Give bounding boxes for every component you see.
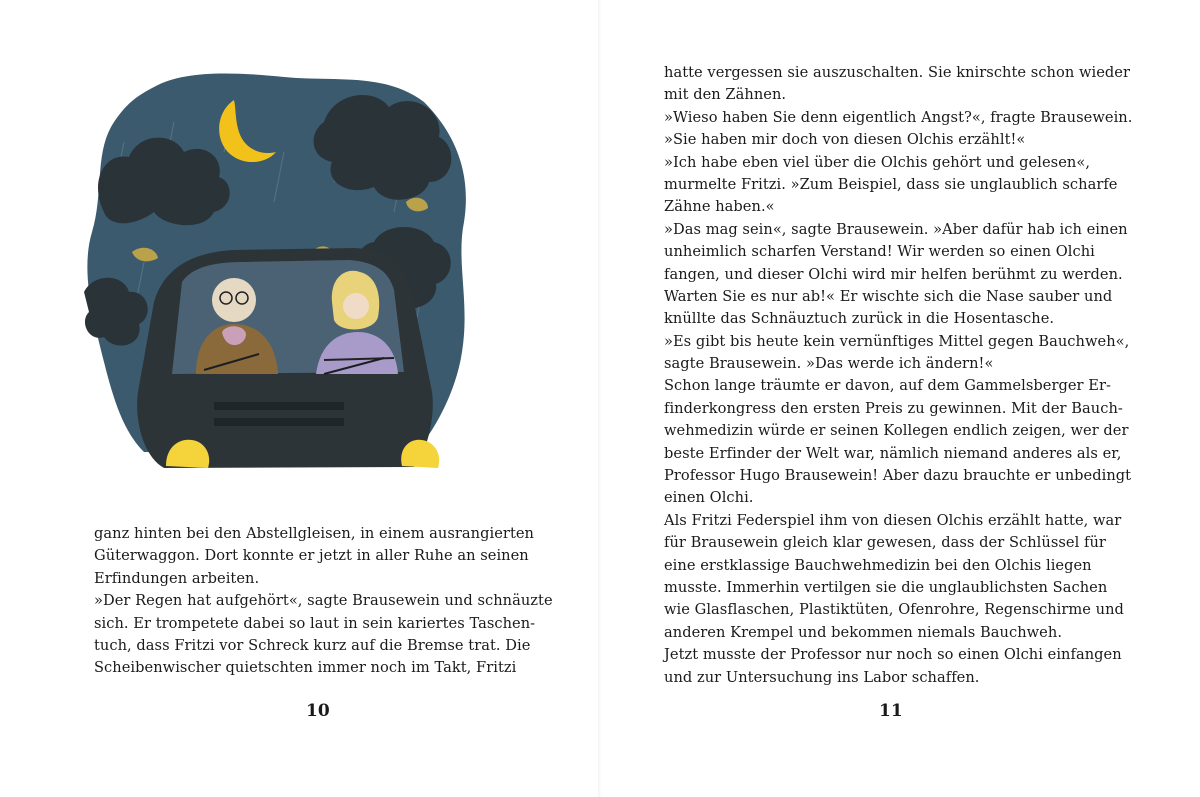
text-line: hatte vergessen sie auszuschalten. Sie knirschte schon wieder xyxy=(664,64,1131,81)
text-line: fangen, und dieser Olchi wird mir helfen berühmt zu werden. xyxy=(664,265,1123,283)
text-line: murmelte Fritzi. »Zum Beispiel, dass sie unglaublich scharfe xyxy=(664,175,1118,193)
text-line: knüllte das Schnäuztuch zurück in die Hosentasche. xyxy=(664,310,1055,328)
text-line: für Brausewein gleich klar gewesen, dass der Schlüssel für xyxy=(664,534,1106,552)
text-line: tuch, dass Fritzi vor Schreck kurz auf die Bremse trat. Die xyxy=(94,636,531,654)
text-line: einen Olchi. xyxy=(664,489,754,507)
night-car-rain-icon xyxy=(84,62,470,482)
text-line: mit den Zähnen. xyxy=(664,86,787,104)
text-line: sich. Er trompetete dabei so laut in sein kariertes Taschen- xyxy=(94,614,536,632)
text-line: »Es gibt bis heute kein vernünftiges Mittel gegen Bauchweh«, xyxy=(664,332,1130,350)
text-line: »Sie haben mir doch von diesen Olchis erzählt!« xyxy=(664,131,1026,149)
text-line: Erfindungen arbeiten. xyxy=(94,569,260,587)
page-number-left: 10 xyxy=(306,701,330,721)
text-line: ganz hinten bei den Abstellgleisen, in einem ausrangierten xyxy=(94,525,535,542)
text-line: musste. Immerhin vertilgen sie die unglaublichsten Sachen xyxy=(664,578,1108,596)
text-line: Zähne haben.« xyxy=(664,198,775,216)
page-number-right: 11 xyxy=(879,701,903,721)
text-line: Professor Hugo Brausewein! Aber dazu brauchte er unbedingt xyxy=(664,467,1132,485)
text-line: sagte Brausewein. »Das werde ich ändern!« xyxy=(664,355,994,373)
text-line: »Wieso haben Sie denn eigentlich Angst?«, fragte Brausewein. xyxy=(664,108,1133,126)
text-line: eine erstklassige Bauchwehmedizin bei den Olchis liegen xyxy=(664,556,1092,574)
text-line: Jetzt musste der Professor nur noch so einen Olchi einfangen xyxy=(664,646,1122,664)
text-line: »Ich habe eben viel über die Olchis gehört und gelesen«, xyxy=(664,153,1091,171)
text-line: anderen Krempel und bekommen niemals Bauchweh. xyxy=(664,623,1063,641)
left-page-text xyxy=(94,523,553,680)
night-car-illustration xyxy=(84,62,470,482)
text-line: Warten Sie es nur ab!« Er wischte sich die Nase sauber und xyxy=(664,287,1113,305)
text-line: Scheibenwischer quietschten immer noch im Takt, Fritzi xyxy=(94,659,517,677)
text-line: beste Erfinder der Welt war, nämlich niemand anderes als er, xyxy=(664,444,1122,462)
text-line: Schon lange träumte er davon, auf dem Gammelsberger Er- xyxy=(664,377,1111,395)
text-line: »Das mag sein«, sagte Brausewein. »Aber dafür hab ich einen xyxy=(664,220,1128,238)
text-line: und zur Untersuchung ins Labor schaffen. xyxy=(664,668,980,686)
text-line: wehmedizin würde er seinen Kollegen endlich zeigen, wer der xyxy=(664,422,1129,440)
text-line: Als Fritzi Federspiel ihm von diesen Olchis erzählt hatte, war xyxy=(664,511,1122,529)
text-line: finderkongress den ersten Preis zu gewinnen. Mit der Bauch- xyxy=(664,399,1123,417)
right-page-text xyxy=(664,62,1132,689)
text-line: unheimlich scharfen Verstand! Wir werden so einen Olchi xyxy=(664,243,1095,261)
text-line: Güterwaggon. Dort konnte er jetzt in aller Ruhe an seinen xyxy=(94,547,529,565)
text-line: »Der Regen hat aufgehört«, sagte Brausewein und schnäuzte xyxy=(94,592,553,610)
text-line: wie Glasflaschen, Plastiktüten, Ofenrohre, Regenschirme und xyxy=(664,601,1124,619)
right-page xyxy=(600,0,1200,797)
